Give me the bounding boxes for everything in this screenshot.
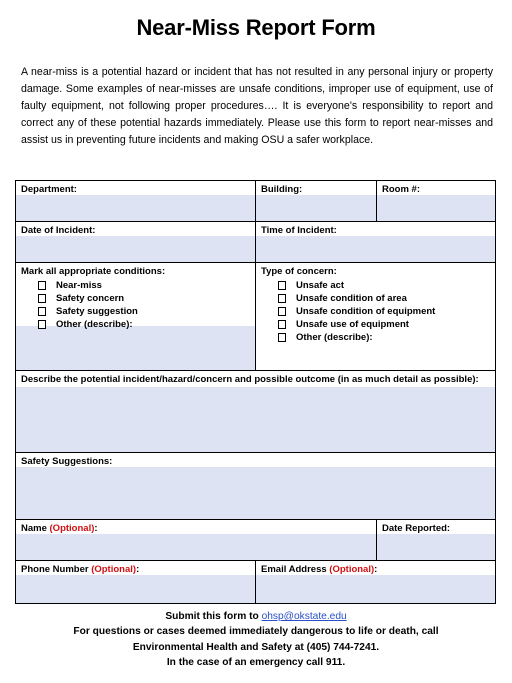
concern-unsafe-area[interactable] xyxy=(278,292,435,305)
date-field[interactable] xyxy=(16,236,255,262)
time-field[interactable] xyxy=(256,236,495,262)
checkbox-label: Safety suggestion xyxy=(56,306,138,317)
footer xyxy=(0,609,512,670)
phone-label-text: Phone Number xyxy=(21,564,89,575)
optional-tag: (Optional) xyxy=(329,564,375,575)
email-label-text: Email Address xyxy=(261,564,327,575)
checkbox[interactable] xyxy=(278,320,286,329)
time-cell xyxy=(256,222,495,263)
submit-email-link[interactable]: ohsp@okstate.edu xyxy=(261,611,347,622)
checkbox-label: Other (describe): xyxy=(56,319,133,330)
footer-line-2: For questions or cases deemed immediately dangerous to life or death, call xyxy=(73,626,439,638)
email-cell xyxy=(256,561,495,603)
concern-checklist xyxy=(278,279,435,344)
email-field[interactable] xyxy=(256,575,495,603)
suggestions-cell xyxy=(16,453,495,520)
checkbox[interactable] xyxy=(38,281,46,290)
date-reported-label: Date Reported: xyxy=(382,523,451,534)
checkbox-label: Unsafe use of equipment xyxy=(296,319,409,330)
checkbox[interactable] xyxy=(38,307,46,316)
conditions-checklist xyxy=(38,279,138,331)
concern-other[interactable] xyxy=(278,331,435,344)
concern-unsafe-act[interactable] xyxy=(278,279,435,292)
colon: : xyxy=(94,523,98,534)
conditions-label: Mark all appropriate conditions: xyxy=(21,266,166,277)
describe-label: Describe the potential incident/hazard/concern and possible outcome (in as much detail as possible): xyxy=(21,374,479,385)
date-cell xyxy=(16,222,256,263)
room-field[interactable] xyxy=(377,195,495,221)
intro-paragraph: A near-miss is a potential hazard or incident that has not resulted in any personal injury or property damage. Some examples of near-misses are unsafe conditions, improper use of equipment, use of faulty equipment, not following proper procedures…. It is everyone's responsibility to report and correct any of these potential hazards immediately. Please use this form to report near-misses and assist us in preventing future incidents and making OSU a safer workplace. xyxy=(21,66,493,146)
room-label: Room #: xyxy=(382,184,420,195)
name-label xyxy=(21,523,98,534)
condition-near-miss[interactable] xyxy=(38,279,138,292)
checkbox-label: Unsafe condition of area xyxy=(296,293,407,304)
checkbox-label: Safety concern xyxy=(56,293,125,304)
concern-label: Type of concern: xyxy=(261,266,337,277)
time-label: Time of Incident: xyxy=(261,225,337,236)
phone-field[interactable] xyxy=(16,575,255,603)
optional-tag: (Optional) xyxy=(49,523,95,534)
building-field[interactable] xyxy=(256,195,376,221)
page-title: Near-Miss Report Form xyxy=(136,15,376,40)
describe-field[interactable] xyxy=(16,387,495,452)
department-cell xyxy=(16,181,256,222)
concern-cell xyxy=(256,263,495,371)
checkbox-label: Unsafe act xyxy=(296,280,345,291)
colon: : xyxy=(136,564,140,575)
date-reported-field[interactable] xyxy=(377,534,495,560)
optional-tag: (Optional) xyxy=(91,564,137,575)
building-label: Building: xyxy=(261,184,303,195)
checkbox[interactable] xyxy=(278,307,286,316)
submit-prefix: Submit this form to xyxy=(165,611,259,622)
checkbox[interactable] xyxy=(278,281,286,290)
checkbox-label: Near-miss xyxy=(56,280,102,291)
date-reported-cell xyxy=(377,520,495,561)
conditions-field[interactable] xyxy=(16,326,255,370)
name-cell xyxy=(16,520,377,561)
concern-unsafe-use[interactable] xyxy=(278,318,435,331)
checkbox[interactable] xyxy=(278,294,286,303)
room-cell xyxy=(377,181,495,222)
footer-line-3: Environmental Health and Safety at (405) 744-7241. xyxy=(132,641,380,653)
checkbox-label: Unsafe condition of equipment xyxy=(296,306,436,317)
checkbox[interactable] xyxy=(278,333,286,342)
building-cell xyxy=(256,181,377,222)
footer-line-4: In the case of an emergency call 911. xyxy=(166,656,346,668)
condition-safety-suggestion[interactable] xyxy=(38,305,138,318)
condition-other[interactable] xyxy=(38,318,138,331)
suggestions-label: Safety Suggestions: xyxy=(21,456,113,467)
conditions-cell xyxy=(16,263,256,371)
name-label-text: Name xyxy=(21,523,47,534)
name-field[interactable] xyxy=(16,534,376,560)
checkbox[interactable] xyxy=(38,320,46,329)
report-form xyxy=(15,180,496,604)
condition-safety-concern[interactable] xyxy=(38,292,138,305)
colon: : xyxy=(374,564,378,575)
concern-unsafe-equipment[interactable] xyxy=(278,305,435,318)
describe-cell xyxy=(16,371,495,453)
checkbox[interactable] xyxy=(38,294,46,303)
phone-label xyxy=(21,564,139,575)
submit-line xyxy=(0,609,512,624)
department-field[interactable] xyxy=(16,195,255,221)
phone-cell xyxy=(16,561,256,603)
email-label xyxy=(261,564,377,575)
department-label: Department: xyxy=(21,184,77,195)
suggestions-field[interactable] xyxy=(16,467,495,519)
date-label: Date of Incident: xyxy=(21,225,96,236)
checkbox-label: Other (describe): xyxy=(296,332,373,343)
